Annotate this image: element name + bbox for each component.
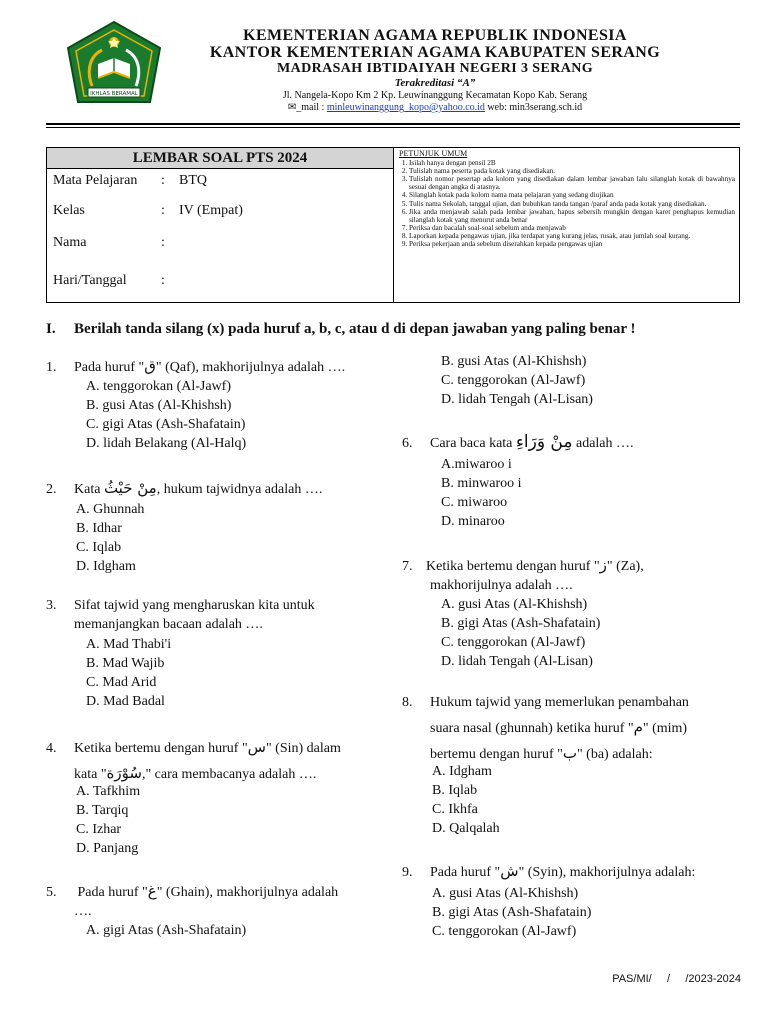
field-colon: : — [161, 235, 165, 250]
question-text: Pada huruf " — [430, 865, 501, 880]
question-text: Kata — [74, 482, 104, 497]
answer-option[interactable]: D. minaroo — [441, 514, 505, 529]
arabic-text: غ — [147, 882, 157, 900]
field-label: Nama — [53, 235, 87, 250]
logo-motto: IKHLAS BERAMAL — [90, 91, 138, 97]
question-text: ," cara membacanya adalah …. — [141, 767, 317, 782]
answer-option[interactable]: B. Iqlab — [432, 783, 478, 798]
question-text: " (Ghain), makhorijulnya adalah — [156, 885, 339, 900]
field-colon: : — [161, 203, 165, 218]
question-text: Hukum tajwid yang memerlukan penambahan — [430, 695, 689, 710]
question-text: " (mim) — [642, 721, 688, 736]
field-colon: : — [161, 273, 165, 288]
instruction-item: 4. Silanglah kotak pada kolom nama mata pelajaran yang sedang diujikan — [409, 191, 735, 199]
question-7-options — [441, 595, 600, 671]
answer-option[interactable]: D. lidah Tengah (Al-Lisan) — [441, 392, 593, 407]
question-1 — [46, 357, 345, 377]
question-text: …. — [74, 904, 92, 919]
question-text: Ketika bertemu dengan huruf " — [426, 559, 600, 574]
answer-option[interactable]: B. gigi Atas (Ash-Shafatain) — [441, 616, 601, 631]
answer-option[interactable]: D. lidah Belakang (Al-Halq) — [86, 436, 247, 451]
answer-option[interactable]: A. Tafkhim — [76, 784, 141, 799]
instruction-item: 7. Periksa dan bacalah soal-soal sebelum anda menjawab — [409, 224, 735, 232]
question-5-options-continued — [441, 352, 593, 409]
question-number: 7. — [402, 559, 413, 574]
answer-option[interactable]: C. tenggorokan (Al-Jawf) — [441, 635, 586, 650]
question-number: 1. — [46, 360, 57, 375]
answer-option[interactable]: D. Mad Badal — [86, 694, 165, 709]
instruction-item: 3. Tulislah nomor pesertap ada kolom yang disediakan dalam lembar jawaban lalu silanglah kotak di bawahnya sesuai dengan angka di atasnya. — [409, 175, 735, 191]
accreditation: Terakreditasi “A” — [394, 77, 476, 89]
question-6-options — [441, 455, 522, 531]
answer-option[interactable]: A. tenggorokan (Al-Jawf) — [86, 379, 232, 394]
answer-option[interactable]: A. gigi Atas (Ash-Shafatain) — [86, 923, 247, 938]
kemenag-logo — [64, 20, 164, 114]
contact-line — [175, 102, 695, 114]
answer-option[interactable]: B. gusi Atas (Al-Khishsh) — [86, 398, 232, 413]
letterhead — [175, 27, 695, 114]
general-instructions — [399, 150, 735, 248]
answer-option[interactable]: A. Mad Thabi'i — [86, 637, 172, 652]
question-2 — [46, 479, 322, 499]
arabic-text: مِنْ وَرَاءِ — [515, 432, 573, 452]
answer-option[interactable]: C. gigi Atas (Ash-Shafatain) — [86, 417, 246, 432]
question-4 — [46, 735, 341, 787]
question-number: 6. — [402, 436, 413, 451]
answer-option[interactable]: C. Ikhfa — [432, 802, 478, 817]
instruction-item: 9. Periksa pekerjaan anda sebelum diserahkan kepada pengawas ujian — [409, 240, 735, 248]
question-text: " (Qaf), makhorijulnya adalah …. — [155, 360, 346, 375]
answer-option[interactable]: C. Mad Arid — [86, 675, 157, 690]
answer-option[interactable]: B. Tarqiq — [76, 803, 129, 818]
school-name: MADRASAH IBTIDAIYAH NEGERI 3 SERANG — [276, 61, 594, 76]
section-instruction — [46, 321, 636, 338]
answer-option[interactable]: C. tenggorokan (Al-Jawf) — [432, 924, 577, 939]
question-number: 8. — [402, 695, 413, 710]
email-link[interactable]: minleuwinanggung_kopo@yahoo.co.id — [326, 102, 485, 113]
question-text: " (Za), — [606, 559, 644, 574]
office-name: KANTOR KEMENTERIAN AGAMA KABUPATEN SERANG — [209, 44, 661, 61]
email-icon: ✉ — [287, 102, 297, 113]
question-text: Pada huruf " — [74, 360, 145, 375]
answer-option[interactable]: D. lidah Tengah (Al-Lisan) — [441, 654, 593, 669]
field-label: Hari/Tanggal — [53, 273, 127, 288]
question-number: 5. — [46, 885, 57, 900]
field-subject — [53, 173, 207, 189]
answer-option[interactable]: A. gusi Atas (Al-Khishsh) — [441, 597, 588, 612]
answer-option[interactable]: B. gigi Atas (Ash-Shafatain) — [432, 905, 592, 920]
arabic-text: سُوْرَة — [106, 764, 142, 782]
answer-option[interactable]: C. tenggorokan (Al-Jawf) — [441, 373, 586, 388]
question-number: 3. — [46, 598, 57, 613]
arabic-text: ق — [144, 357, 156, 375]
page-footer: PAS/MI/ / /2023-2024 — [612, 973, 741, 985]
answer-option[interactable]: A. Ghunnah — [76, 502, 145, 517]
answer-option[interactable]: B. Mad Wajib — [86, 656, 165, 671]
question-4-options — [76, 782, 140, 858]
instruction-item: 5. Tulis nama Sekolah, tanggal ujian, dan bubuhkan tanda tangan /paraf anda pada kotak yang disediakan. — [409, 200, 735, 208]
header-divider-thin — [46, 127, 740, 128]
section-number: I. — [46, 321, 56, 337]
question-2-options — [76, 500, 144, 576]
question-text: bertemu dengan huruf " — [430, 747, 563, 762]
school-address: Jl. Nangela-Kopo Km 2 Kp. Leuwinanggung Kecamatan Kopo Kab. Serang — [282, 90, 588, 101]
field-label: Kelas — [53, 203, 85, 218]
field-value: BTQ — [179, 173, 207, 188]
answer-option[interactable]: B. minwaroo i — [441, 476, 522, 491]
ministry-name: KEMENTERIAN AGAMA REPUBLIK INDONESIA — [243, 27, 627, 44]
field-value: IV (Empat) — [179, 203, 243, 218]
website: web: min3serang.sch.id — [487, 102, 583, 113]
question-text: , hukum tajwidnya adalah …. — [156, 482, 323, 497]
question-text: Pada huruf " — [74, 885, 148, 900]
answer-option[interactable]: A. gusi Atas (Al-Khishsh) — [432, 886, 579, 901]
question-8 — [402, 690, 689, 767]
arabic-text: س — [247, 738, 266, 756]
question-text: Ketika bertemu dengan huruf " — [74, 741, 248, 756]
question-text: suara nasal (ghunnah) ketika huruf " — [430, 721, 634, 736]
answer-option[interactable]: D. Idgham — [76, 559, 136, 574]
answer-option[interactable]: C. Izhar — [76, 822, 122, 837]
header-divider — [46, 123, 740, 125]
question-9 — [402, 862, 695, 882]
question-text: " (Syin), makhorijulnya adalah: — [518, 865, 696, 880]
question-6 — [402, 433, 634, 453]
answer-option[interactable]: A.miwaroo i — [441, 457, 512, 472]
question-7 — [402, 556, 644, 595]
arabic-text: ش — [500, 862, 519, 880]
question-3-options — [86, 635, 171, 711]
question-text: Sifat tajwid yang mengharuskan kita untuk — [74, 598, 315, 613]
instruction-item: 2. Tulislah nama peserta pada kotak yang disediakan. — [409, 167, 735, 175]
field-label: Mata Pelajaran — [53, 173, 138, 188]
answer-option[interactable]: C. Iqlab — [76, 540, 122, 555]
section-text: Berilah tanda silang (x) pada huruf a, b, c, atau d di depan jawaban yang paling benar ! — [74, 321, 636, 337]
question-text: adalah …. — [572, 436, 634, 451]
question-3 — [46, 596, 315, 634]
question-text: memanjangkan bacaan adalah …. — [74, 617, 263, 632]
question-8-options — [432, 762, 500, 838]
arabic-text: مِنْ حَيْثُ — [103, 479, 157, 497]
arabic-text: ب — [562, 744, 577, 762]
question-9-options — [432, 884, 591, 941]
exam-info-box — [46, 147, 740, 303]
answer-option[interactable]: D. Panjang — [76, 841, 139, 856]
instructions-title: PETUNJUK UMUM — [399, 149, 468, 158]
arabic-text: م — [633, 718, 643, 736]
question-number: 4. — [46, 741, 57, 756]
question-text: " (Sin) dalam — [265, 741, 341, 756]
answer-option[interactable]: B. Idhar — [76, 521, 122, 536]
instruction-item: 1. Isilah hanya dengan pensil 2B — [409, 159, 735, 167]
question-text: makhorijulnya adalah …. — [430, 578, 573, 593]
instruction-item: 6. Jika anda menjawab salah pada lembar jawaban, hapus sebersih mungkin dengan karet penghapus kemudian silanglah kotak yang menurut anda benar — [409, 208, 735, 224]
question-number: 9. — [402, 865, 413, 880]
question-5 — [46, 882, 338, 921]
answer-option[interactable]: B. gusi Atas (Al-Khishsh) — [441, 354, 587, 369]
box-divider — [393, 148, 394, 303]
answer-option[interactable]: A. Idgham — [432, 764, 492, 779]
question-1-options — [86, 377, 246, 453]
question-text: Cara baca kata — [430, 436, 516, 451]
instruction-item: 8. Laporkan kepada pengawas ujian, jika terdapat yang kurang jelas, rusak, atau jumlah soal kurang. — [409, 232, 735, 240]
field-class — [53, 203, 243, 219]
answer-option[interactable]: D. Qalqalah — [432, 821, 500, 836]
arabic-text: ز — [599, 556, 607, 574]
field-name[interactable] — [53, 235, 179, 251]
mail-label: _mail : — [296, 102, 325, 113]
question-number: 2. — [46, 482, 57, 497]
answer-option[interactable]: C. miwaroo — [441, 495, 508, 510]
question-text: kata " — [74, 767, 107, 782]
exam-title: LEMBAR SOAL PTS 2024 — [47, 148, 393, 169]
question-5-options-start — [86, 921, 246, 940]
question-text: " (ba) adalah: — [576, 747, 653, 762]
field-date[interactable] — [53, 273, 179, 289]
field-colon: : — [161, 173, 165, 188]
